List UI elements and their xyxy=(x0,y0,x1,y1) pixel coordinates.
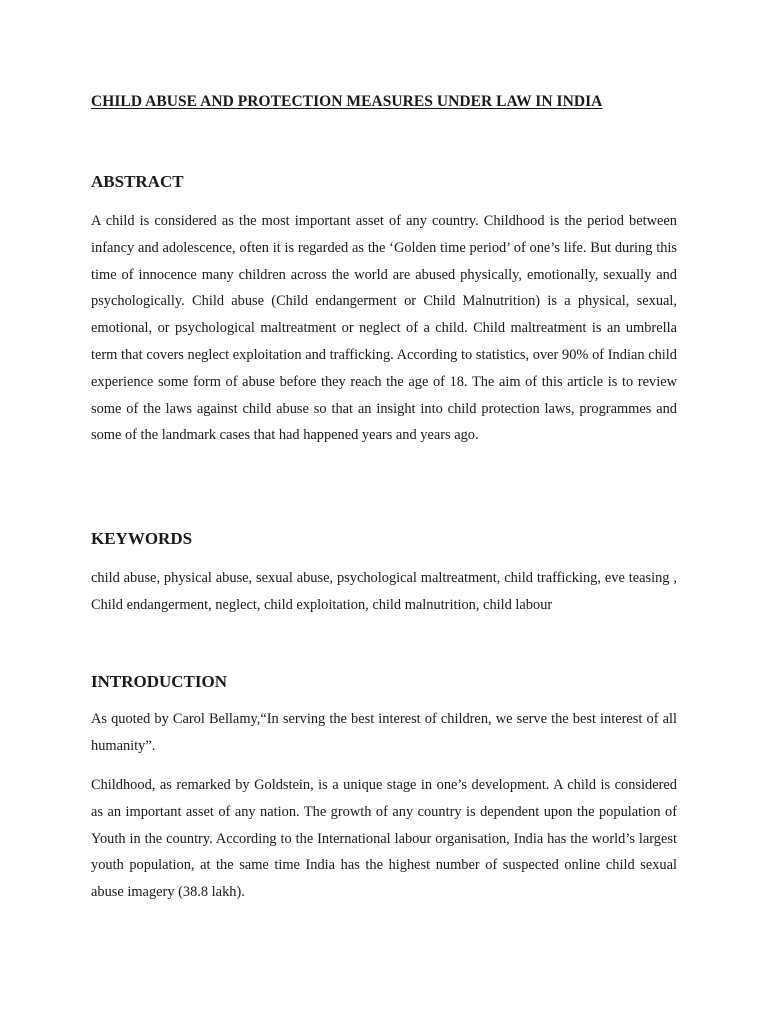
abstract-heading: ABSTRACT xyxy=(91,172,184,191)
abstract-paragraph: A child is considered as the most important asset of any country. Childhood is the period between infancy and adolescence, often it is regarded as the ‘Golden time period’ of one’s life. But during this time of innocence many children across the world are abused physically, emotionally, sexually and psychologically. Child abuse (Child endangerment or Child Malnutrition) is a physical, sexual, emotional, or psychological maltreatment or neglect of a child. Child maltreatment is an umbrella term that covers neglect exploitation and trafficking. According to statistics, over 90% of Indian child experience some form of abuse before they reach the age of 18. The aim of this article is to review some of the laws against child abuse so that an insight into child protection laws, programmes and some of the landmark cases that had happened years and years ago. xyxy=(91,213,677,444)
keywords-paragraph: child abuse, physical abuse, sexual abuse, psychological maltreatment, child trafficking, eve teasing , Child endangerment, neglect, child exploitation, child malnutrition, child labour xyxy=(91,570,677,613)
keywords-heading: KEYWORDS xyxy=(91,529,193,548)
introduction-heading: INTRODUCTION xyxy=(91,672,228,691)
document-title: CHILD ABUSE AND PROTECTION MEASURES UNDER LAW IN INDIA xyxy=(91,93,603,110)
introduction-paragraph-childhood: Childhood, as remarked by Goldstein, is a unique stage in one’s development. A child is considered as an important asset of any nation. The growth of any country is dependent upon the population of Youth in the country. According to the International labour organisation, India has the world’s largest youth population, at the same time India has the highest number of suspected online child sexual abuse imagery (38.8 lakh). xyxy=(91,777,677,901)
introduction-paragraph-quote: As quoted by Carol Bellamy,“In serving the best interest of children, we serve the best interest of all humanity”. xyxy=(91,711,677,754)
